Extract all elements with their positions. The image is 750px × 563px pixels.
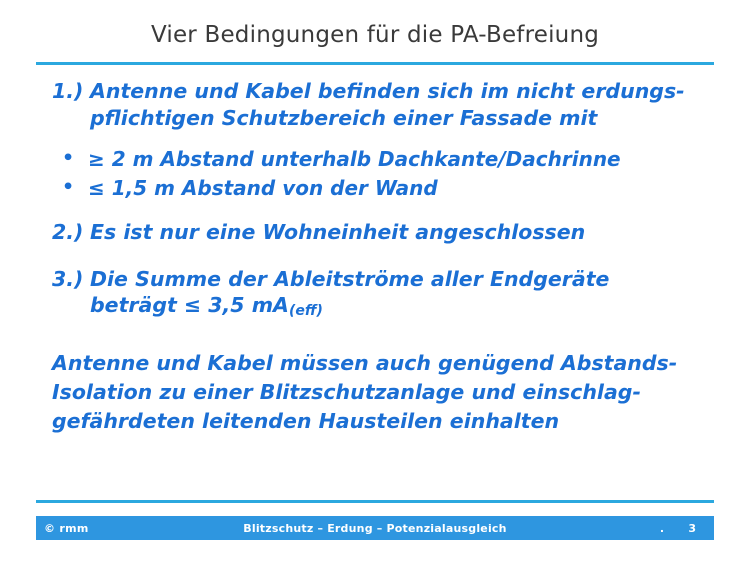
footer-bar <box>36 516 714 540</box>
spacer <box>0 203 750 219</box>
title-divider <box>36 62 714 65</box>
footer-dot: . <box>659 522 664 535</box>
item-3-subscript: (eff) <box>288 303 323 320</box>
bullet-item-2 <box>0 175 750 201</box>
item-3-line-2: beträgt ≤ 3,5 mA <box>90 293 289 318</box>
closing-line-2: Isolation zu einer Blitzschutzanlage und einschlag- <box>52 380 641 405</box>
closing-line-3: gefährdeten leitenden Hausteilen einhalten <box>52 409 560 434</box>
bullet-dot-icon: • <box>62 175 75 198</box>
spacer <box>0 135 750 146</box>
bullet-item-1-text: ≥ 2 m Abstand unterhalb Dachkante/Dachrinne <box>88 147 621 172</box>
bullet-item-2-text: ≤ 1,5 m Abstand von der Wand <box>88 175 438 200</box>
spacer <box>0 250 750 266</box>
item-2-text: Es ist nur eine Wohneinheit angeschlossen <box>90 220 586 245</box>
page-title: Vier Bedingungen für die PA-Befreiung <box>150 22 600 48</box>
item-3-text <box>90 266 700 319</box>
item-1-marker: 1.) <box>52 79 84 103</box>
copyright-label: © rmm <box>44 522 89 535</box>
spacer <box>0 323 750 349</box>
bottom-divider <box>36 500 714 503</box>
page-number: 3 <box>688 522 696 535</box>
numbered-item-3 <box>0 266 750 319</box>
numbered-item-1 <box>0 78 750 131</box>
bullet-dot-icon: • <box>62 147 75 170</box>
item-3-marker: 3.) <box>52 266 84 291</box>
footer-title: Blitzschutz – Erdung – Potenzialausgleich <box>243 522 507 535</box>
item-1-line-2: pflichtigen Schutzbereich einer Fassade mit <box>90 105 598 130</box>
numbered-item-2 <box>0 219 750 246</box>
closing-line-1: Antenne und Kabel müssen auch genügend Abstands- <box>52 350 678 375</box>
slide-body <box>0 78 750 436</box>
closing-paragraph <box>0 349 750 436</box>
item-1-text <box>90 78 700 131</box>
item-2-marker: 2.) <box>52 220 84 245</box>
item-1-line-1: Antenne und Kabel befinden sich im nicht erdungs- <box>90 79 685 103</box>
bullet-item-1 <box>0 146 750 172</box>
item-3-line-1: Die Summe der Ableitströme aller Endgeräte <box>90 266 610 291</box>
